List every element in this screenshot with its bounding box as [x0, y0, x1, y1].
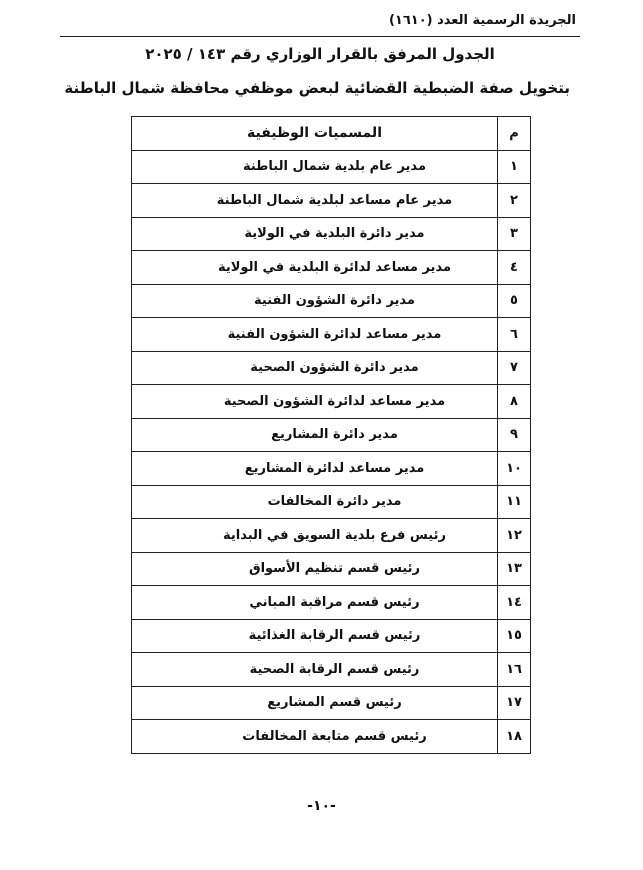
table-row [132, 284, 531, 318]
document-title-line-2: بتخويل صفة الضبطية القضائية لبعض موظفي محافظة شمال الباطنة [64, 79, 570, 97]
row-number: ١٨ [498, 720, 531, 754]
row-job-title: مدير مساعد لدائرة البلدية في الولاية [132, 251, 498, 285]
document-title-line-1: الجدول المرفق بالقرار الوزاري رقم ١٤٣ / ٢٠٢٥ [145, 45, 495, 63]
table-header-row [132, 117, 531, 151]
table-row [132, 485, 531, 519]
header-job-titles: المسميات الوظيفية [132, 117, 498, 151]
row-number: ١٤ [498, 586, 531, 620]
table-row [132, 217, 531, 251]
page-number: -١٠- [307, 798, 336, 814]
row-number: ٩ [498, 418, 531, 452]
row-number: ٥ [498, 284, 531, 318]
row-job-title: رئيس فرع بلدية السويق في البداية [132, 519, 498, 553]
table-row [132, 418, 531, 452]
row-number: ١١ [498, 485, 531, 519]
row-job-title: مدير دائرة المشاريع [132, 418, 498, 452]
row-job-title: مدير عام مساعد لبلدية شمال الباطنة [132, 184, 498, 218]
table-row [132, 251, 531, 285]
table-row [132, 586, 531, 620]
table-row [132, 150, 531, 184]
page-header [60, 10, 580, 37]
row-job-title: مدير دائرة البلدية في الولاية [132, 217, 498, 251]
row-number: ١٣ [498, 552, 531, 586]
row-job-title: مدير دائرة الشؤون الصحية [132, 351, 498, 385]
row-job-title: مدير مساعد لدائرة المشاريع [132, 452, 498, 486]
row-number: ٦ [498, 318, 531, 352]
document-title-block [40, 44, 600, 98]
row-job-title: مدير دائرة المخالفات [132, 485, 498, 519]
table-row [132, 653, 531, 687]
gazette-issue-title: الجريدة الرسمية العدد (١٦١٠) [388, 13, 576, 28]
row-number: ٨ [498, 385, 531, 419]
row-number: ١٠ [498, 452, 531, 486]
row-number: ١ [498, 150, 531, 184]
table-row [132, 351, 531, 385]
row-number: ١٢ [498, 519, 531, 553]
row-job-title: رئيس قسم الرقابة الغذائية [132, 619, 498, 653]
row-job-title: مدير مساعد لدائرة الشؤون الصحية [132, 385, 498, 419]
table-row [132, 519, 531, 553]
row-job-title: رئيس قسم المشاريع [132, 686, 498, 720]
table-row [132, 720, 531, 754]
table-row [132, 552, 531, 586]
row-number: ٢ [498, 184, 531, 218]
row-job-title: رئيس قسم تنظيم الأسواق [132, 552, 498, 586]
row-job-title: رئيس قسم الرقابة الصحية [132, 653, 498, 687]
table-row [132, 318, 531, 352]
table-row [132, 184, 531, 218]
job-titles-table [131, 116, 531, 754]
row-number: ١٥ [498, 619, 531, 653]
row-number: ١٧ [498, 686, 531, 720]
table-row [132, 619, 531, 653]
table-row [132, 385, 531, 419]
row-job-title: مدير دائرة الشؤون الفنية [132, 284, 498, 318]
row-number: ١٦ [498, 653, 531, 687]
header-number: م [498, 117, 531, 151]
row-number: ٤ [498, 251, 531, 285]
table-row [132, 452, 531, 486]
row-number: ٧ [498, 351, 531, 385]
row-job-title: رئيس قسم متابعة المخالفات [132, 720, 498, 754]
row-job-title: مدير مساعد لدائرة الشؤون الفنية [132, 318, 498, 352]
row-number: ٣ [498, 217, 531, 251]
table-row [132, 686, 531, 720]
row-job-title: مدير عام بلدية شمال الباطنة [132, 150, 498, 184]
row-job-title: رئيس قسم مراقبة المباني [132, 586, 498, 620]
